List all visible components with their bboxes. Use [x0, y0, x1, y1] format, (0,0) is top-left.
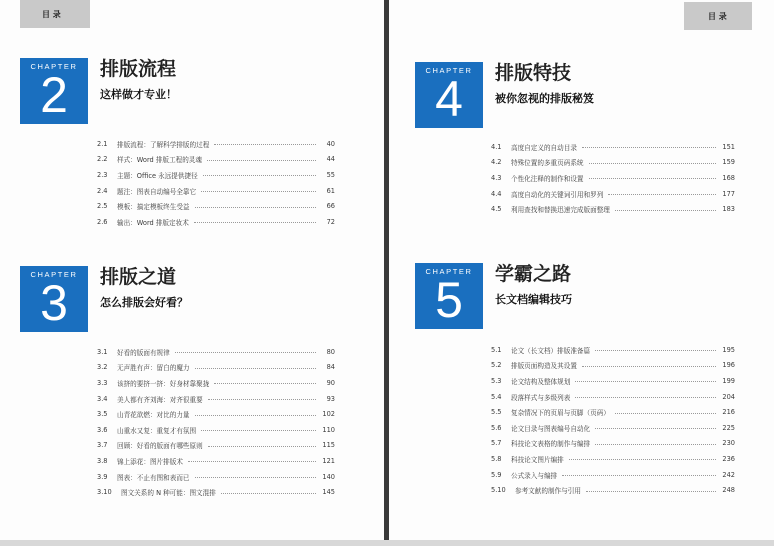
toc-entry[interactable] [491, 373, 735, 389]
toc-entry[interactable] [491, 404, 735, 420]
dot-leader [195, 415, 316, 416]
toc-entry-number: 3.6 [97, 425, 108, 434]
chapter-title: 排版之道 [100, 266, 177, 288]
chapter-subtitle: 怎么排版会好看？ [100, 296, 188, 309]
toc-entry-number: 4.3 [491, 173, 502, 182]
toc-entry[interactable] [97, 183, 335, 199]
toc-entry[interactable] [97, 453, 335, 469]
dot-leader [201, 191, 316, 192]
toc-entry-page: 196 [722, 361, 735, 370]
toc-entry-title: 山青花欲燃：对比的力量 [117, 411, 190, 420]
dot-leader [195, 477, 316, 478]
toc-entry-title: 利用查找和替换迅速完成版面整理 [511, 206, 610, 215]
toc-entry-number: 2.2 [97, 155, 108, 164]
toc-entry-number: 3.4 [97, 394, 108, 403]
toc-entry-title: 输出：Word 排版定妆术 [117, 218, 189, 227]
toc-entry-page: 80 [326, 347, 335, 356]
dot-leader [221, 493, 316, 494]
chapter-label: CHAPTER [30, 270, 78, 279]
chapter-number: 4 [435, 71, 463, 127]
toc-entry[interactable] [97, 375, 335, 391]
toc-entry[interactable] [97, 136, 335, 152]
toc-entry-title: 公式录入与编排 [511, 471, 558, 480]
toc-header-tab: 目 录 [684, 2, 752, 30]
chapter-subtitle: 被你忽视的排版秘笈 [495, 92, 594, 105]
toc-entry[interactable] [97, 484, 335, 500]
toc-entry-title: 论文结构及整体规划 [511, 377, 571, 386]
toc-entry[interactable] [491, 201, 735, 217]
dot-leader [175, 352, 316, 353]
chapter-title: 排版流程 [100, 58, 177, 80]
toc-entry-number: 3.8 [97, 456, 108, 465]
dot-leader [608, 194, 716, 195]
dot-leader [615, 210, 716, 211]
toc-entry[interactable] [97, 198, 335, 214]
dot-leader [208, 446, 316, 447]
toc-entry[interactable] [97, 438, 335, 454]
chapter-number: 2 [40, 67, 68, 123]
chapter-3-toc [97, 344, 335, 500]
toc-entry-page: 93 [326, 394, 335, 403]
dot-leader [207, 160, 316, 161]
toc-entry-title: 图表：不止有图和表而已 [117, 473, 190, 482]
chapter-5-toc [491, 342, 735, 498]
chapter-subtitle: 这样做才专业！ [100, 88, 177, 101]
toc-header-tab: 目 录 [20, 0, 90, 28]
toc-entry[interactable] [97, 406, 335, 422]
toc-entry-number: 3.5 [97, 410, 108, 419]
toc-entry-number: 5.6 [491, 423, 502, 432]
toc-entry-number: 2.5 [97, 202, 108, 211]
toc-entry[interactable] [97, 167, 335, 183]
toc-entry-page: 236 [722, 454, 735, 463]
toc-entry-title: 科技论文图片编排 [511, 455, 564, 464]
toc-entry-page: 151 [722, 142, 735, 151]
dot-leader [188, 461, 316, 462]
toc-entry-title: 主题：Office 永远提供捷径 [117, 171, 198, 180]
toc-entry-title: 图文关系的 N 种可能：图文混排 [121, 489, 216, 498]
toc-entry-title: 个性化注释的制作和设置 [511, 174, 584, 183]
toc-entry-page: 168 [722, 173, 735, 182]
toc-entry-number: 2.3 [97, 170, 108, 179]
toc-entry[interactable] [491, 451, 735, 467]
toc-entry[interactable] [97, 344, 335, 360]
toc-entry-page: 84 [326, 363, 335, 372]
toc-entry-number: 5.9 [491, 470, 502, 479]
chapter-number-box [415, 263, 483, 329]
toc-entry-title: 论文（长文档）排版准备篇 [511, 346, 591, 355]
toc-entry-title: 段落样式与多级列表 [511, 393, 571, 402]
toc-entry-number: 5.10 [491, 486, 506, 495]
toc-entry-title: 回顾：好看的版面有哪些原则 [117, 442, 203, 451]
toc-entry-title: 论文目录与图表编号自动化 [511, 424, 591, 433]
toc-entry[interactable] [491, 436, 735, 452]
toc-entry[interactable] [491, 389, 735, 405]
dot-leader [203, 175, 316, 176]
left-page [0, 0, 384, 546]
chapter-4-toc [491, 139, 735, 217]
dot-leader [575, 397, 716, 398]
toc-entry-title: 好看的版面有规律 [117, 348, 170, 357]
toc-entry-number: 2.4 [97, 186, 108, 195]
toc-entry-number: 2.6 [97, 217, 108, 226]
toc-entry-number: 5.4 [491, 392, 502, 401]
toc-entry-page: 145 [322, 488, 335, 497]
toc-entry-number: 3.9 [97, 472, 108, 481]
toc-entry-page: 66 [326, 202, 335, 211]
toc-entry-page: 204 [722, 392, 735, 401]
chapter-label: CHAPTER [425, 267, 473, 276]
toc-entry-title: 科技论文表格的制作与编排 [511, 440, 591, 449]
toc-entry-title: 参考文献的制作与引用 [515, 487, 581, 496]
chapter-subtitle: 长文档编辑技巧 [495, 293, 572, 306]
toc-entry[interactable] [491, 358, 735, 374]
dot-leader [582, 366, 716, 367]
dot-leader [595, 350, 716, 351]
toc-entry-number: 4.2 [491, 158, 502, 167]
toc-entry[interactable] [491, 342, 735, 358]
toc-entry-number: 5.5 [491, 408, 502, 417]
toc-entry-title: 山重水又复：重复才有氛围 [117, 426, 197, 435]
toc-entry[interactable] [491, 420, 735, 436]
toc-entry-page: 115 [322, 441, 335, 450]
dot-leader [589, 178, 716, 179]
toc-entry-page: 90 [326, 378, 335, 387]
toc-entry-title: 样式：Word 排版工程的灵魂 [117, 156, 202, 165]
toc-entry-page: 177 [722, 189, 735, 198]
toc-entry-page: 140 [322, 472, 335, 481]
toc-entry[interactable] [491, 482, 735, 498]
toc-entry[interactable] [97, 360, 335, 376]
right-page [389, 0, 774, 546]
chapter-label: CHAPTER [30, 62, 78, 71]
chapter-number-box [20, 58, 88, 124]
chapter-number: 3 [40, 275, 68, 331]
dot-leader [214, 383, 316, 384]
toc-entry-page: 110 [322, 425, 335, 434]
bottom-edge [0, 540, 774, 546]
toc-entry[interactable] [491, 186, 735, 202]
toc-entry-number: 4.5 [491, 205, 502, 214]
toc-entry-page: 216 [722, 408, 735, 417]
dot-leader [195, 207, 316, 208]
toc-entry-number: 3.1 [97, 347, 108, 356]
toc-entry-title: 无声胜有声：留白的魔力 [117, 364, 190, 373]
dot-leader [562, 475, 716, 476]
toc-entry-title: 高度自动化的关键词引用和罗列 [511, 190, 604, 199]
toc-entry-title: 美人都有齐刘海：对齐很重要 [117, 395, 203, 404]
toc-entry-number: 3.10 [97, 488, 112, 497]
chapter-title: 排版特技 [495, 62, 572, 84]
toc-entry-title: 高度自定义的自动目录 [511, 143, 577, 152]
toc-entry[interactable] [97, 469, 335, 485]
toc-entry-page: 225 [722, 423, 735, 432]
toc-entry-page: 72 [326, 217, 335, 226]
chapter-label: CHAPTER [425, 66, 473, 75]
toc-entry-page: 55 [326, 170, 335, 179]
toc-entry[interactable] [97, 214, 335, 230]
toc-entry-title: 排版页面构造及其设置 [511, 362, 577, 371]
dot-leader [582, 147, 716, 148]
toc-entry-title: 题注：图表自动编号全靠它 [117, 187, 197, 196]
toc-entry-number: 5.3 [491, 376, 502, 385]
toc-entry-page: 230 [722, 439, 735, 448]
dot-leader [589, 163, 716, 164]
dot-leader [595, 428, 716, 429]
toc-entry-number: 2.1 [97, 139, 108, 148]
toc-entry-page: 199 [722, 376, 735, 385]
dot-leader [194, 222, 316, 223]
toc-entry[interactable] [491, 467, 735, 483]
dot-leader [214, 144, 316, 145]
toc-entry-title: 锦上添花：图片排版术 [117, 457, 183, 466]
toc-entry-page: 248 [722, 486, 735, 495]
toc-entry-page: 121 [322, 456, 335, 465]
toc-entry[interactable] [97, 391, 335, 407]
toc-entry-number: 3.3 [97, 378, 108, 387]
toc-entry-number: 5.1 [491, 345, 502, 354]
toc-entry-page: 40 [326, 139, 335, 148]
toc-entry-page: 61 [326, 186, 335, 195]
toc-entry-page: 102 [322, 410, 335, 419]
toc-entry-title: 特殊位置的多重页码系统 [511, 159, 584, 168]
toc-entry-number: 5.8 [491, 454, 502, 463]
toc-entry-page: 242 [722, 470, 735, 479]
dot-leader [201, 430, 316, 431]
toc-entry-number: 4.1 [491, 142, 502, 151]
toc-entry-title: 复杂情况下的页眉与页脚（页码） [511, 409, 610, 418]
toc-entry-page: 195 [722, 345, 735, 354]
toc-entry[interactable] [97, 422, 335, 438]
toc-entry-title: 该挤的要挤一挤：好身材靠聚拢 [117, 379, 210, 388]
chapter-number-box [415, 62, 483, 128]
dot-leader [575, 381, 716, 382]
toc-entry-title: 排版流程：了解科学排版的过程 [117, 140, 210, 149]
chapter-title: 学霸之路 [495, 263, 572, 285]
toc-entry-number: 5.2 [491, 361, 502, 370]
chapter-2-toc [97, 136, 335, 230]
toc-entry-number: 3.7 [97, 441, 108, 450]
toc-entry[interactable] [491, 170, 735, 186]
toc-entry-number: 4.4 [491, 189, 502, 198]
toc-entry-page: 44 [326, 155, 335, 164]
chapter-number: 5 [435, 272, 463, 328]
dot-leader [195, 368, 316, 369]
chapter-number-box [20, 266, 88, 332]
dot-leader [569, 459, 716, 460]
toc-entry-page: 183 [722, 205, 735, 214]
dot-leader [595, 444, 716, 445]
toc-entry-title: 模板：搞定模板终生受益 [117, 203, 190, 212]
toc-entry[interactable] [491, 155, 735, 171]
toc-entry[interactable] [97, 152, 335, 168]
dot-leader [208, 399, 316, 400]
dot-leader [615, 413, 716, 414]
dot-leader [586, 491, 716, 492]
toc-entry-number: 3.2 [97, 363, 108, 372]
toc-entry-page: 159 [722, 158, 735, 167]
toc-entry-number: 5.7 [491, 439, 502, 448]
toc-entry[interactable] [491, 139, 735, 155]
